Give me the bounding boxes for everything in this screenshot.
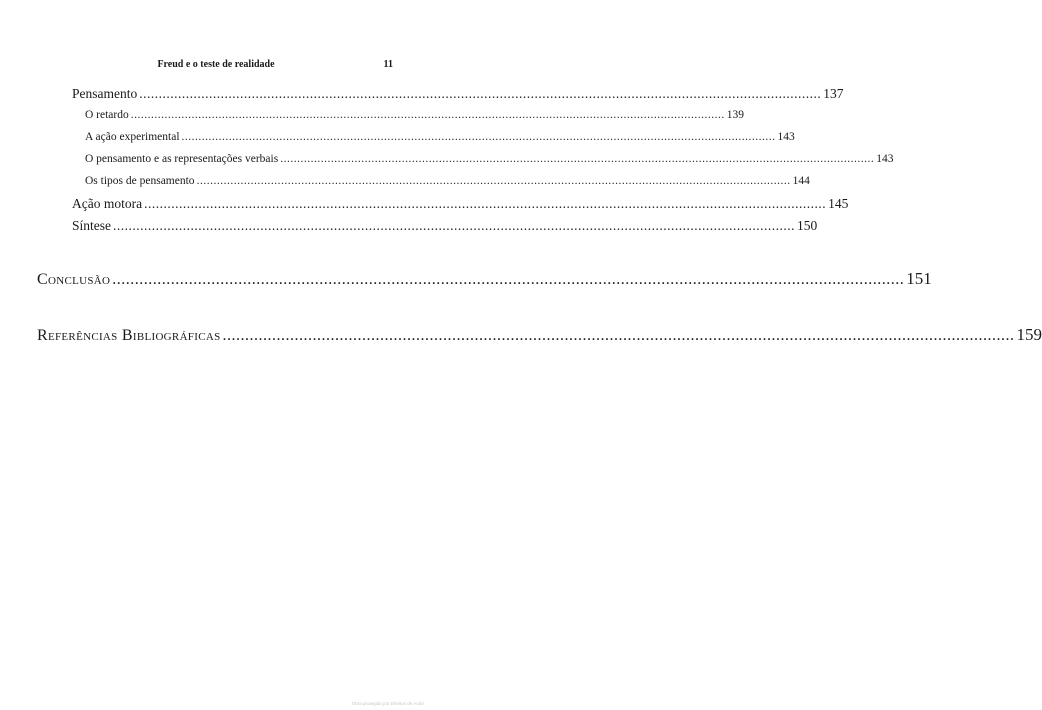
toc-entry-label: Ação motora <box>72 196 143 211</box>
toc-entry-page: 143 <box>777 131 795 143</box>
toc-chapter-page: 159 <box>1016 325 1042 344</box>
toc-chapter-label: Referências Bibliográficas <box>37 327 221 344</box>
dot-leader: ................................................................................................................................................................................ <box>280 153 875 165</box>
toc-entry-label: Pensamento <box>72 86 138 101</box>
running-head <box>37 59 395 73</box>
toc-chapter-label: Conclusão <box>37 271 111 288</box>
copyright-watermark: Obra protegida por Direitos de Autor <box>351 701 424 706</box>
toc-entry-label: O retardo <box>85 109 129 121</box>
dot-leader: ................................................................................................................................................................................ <box>139 86 822 101</box>
toc-chapter-conclusao <box>37 269 932 289</box>
toc-entry-o-retardo <box>85 109 744 121</box>
dot-leader: ................................................................................................................................................................................ <box>113 218 795 233</box>
toc-entry-page: 145 <box>828 196 849 211</box>
toc-entry-label: O pensamento e as representações verbais <box>85 153 279 165</box>
dot-leader: ................................................................................................................................................................................ <box>196 175 791 187</box>
toc-entry-label: Os tipos de pensamento <box>85 175 195 187</box>
toc-entry-pensamento <box>72 86 844 102</box>
toc-entry-label: A ação experimental <box>85 131 180 143</box>
toc-chapter-referencias <box>37 325 1042 345</box>
page-number: 11 <box>383 59 393 70</box>
toc-entry-pensamento-representacoes <box>85 153 894 165</box>
toc-entry-page: 139 <box>726 109 744 121</box>
dot-leader: ................................................................................................................................................................................ <box>112 271 905 288</box>
toc-entry-tipos-de-pensamento <box>85 175 810 187</box>
dot-leader: ................................................................................................................................................................................ <box>144 196 827 211</box>
dot-leader: ................................................................................................................................................................................ <box>181 131 776 143</box>
dot-leader: ................................................................................................................................................................................ <box>222 327 1015 344</box>
toc-entry-page: 137 <box>823 86 844 101</box>
toc-entry-page: 150 <box>797 218 818 233</box>
dot-leader: ................................................................................................................................................................................ <box>130 109 725 121</box>
toc-entry-sintese <box>72 218 818 234</box>
toc-entry-page: 143 <box>876 153 894 165</box>
toc-entry-page: 144 <box>792 175 810 187</box>
toc-entry-acao-experimental <box>85 131 795 143</box>
toc-entry-label: Síntese <box>72 218 111 233</box>
running-title: Freud e o teste de realidade <box>157 59 275 70</box>
toc-entry-acao-motora <box>72 196 849 212</box>
toc-chapter-page: 151 <box>906 269 932 288</box>
